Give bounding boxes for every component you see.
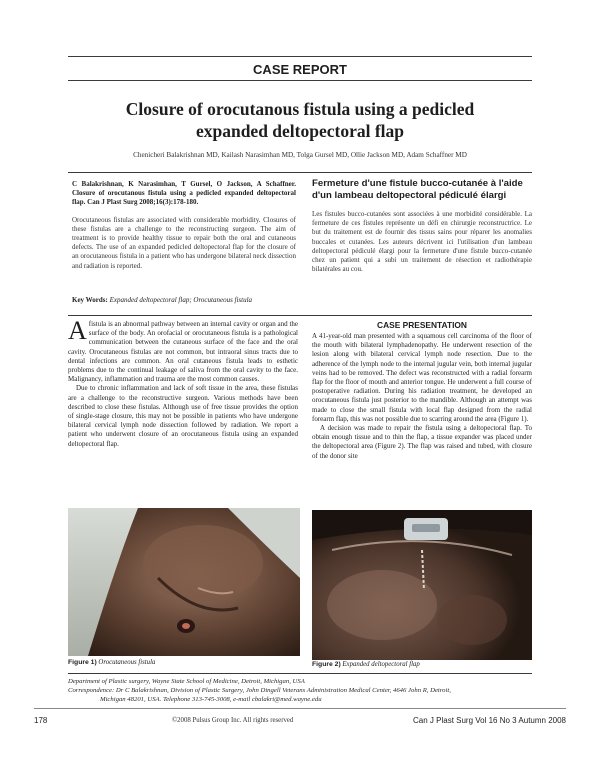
title-line-1: Closure of orocutanous fistula using a pedicled <box>125 99 475 119</box>
figure-1-text: Orocutaneous fistula <box>98 659 156 666</box>
footer-rule <box>34 708 566 709</box>
figure-1-image <box>68 508 300 656</box>
figure-2-caption <box>312 661 420 668</box>
figure-1-drawing <box>68 508 300 656</box>
figure-2-text: Expanded deltopectoral flap <box>342 661 420 668</box>
page-number: 178 <box>34 716 48 725</box>
intro-column <box>68 316 298 449</box>
affiliation-rule <box>68 673 532 674</box>
figure-2-label: Figure 2) <box>312 661 341 668</box>
correspondence-1: Correspondence: Dr C Balakrishnan, Division of Plastic Surgery, John Dingell Veterans Administration Medical Center, 4646 John R, Detroit, <box>68 687 451 694</box>
header-rule-top <box>68 56 532 57</box>
affiliation-block <box>68 677 538 704</box>
citation-rest: Closure of orocutanous fistula using a pedicled expanded deltopectoral flap. Can J Plast Surg 2008;16(3):178-180. <box>72 189 296 207</box>
correspondence-2: Michigan 48201, USA. Telephone 313-745-3008, e-mail cbalakri@med.wayne.edu <box>100 696 322 703</box>
case-para-2: A decision was made to repair the fistula using a deltopectoral flap. To obtain enough tissue and to thin the flap, a tissue expander was placed under the deltopectoral area (Figure 2). The flap was raised and tubed, with closure of the donor site <box>312 424 532 460</box>
french-title <box>312 178 532 202</box>
abstract-french <box>312 178 532 274</box>
figure-2-drawing <box>312 510 532 660</box>
citation-authors: C Balakrishnan, K Narasimhan, T Gursel, O Jackson, A Schaffner. <box>72 180 296 188</box>
case-column <box>312 320 532 461</box>
abstract-english <box>72 180 296 271</box>
intro-para-1 <box>68 316 298 384</box>
abstract-rule-bottom <box>68 315 532 316</box>
figure-1-caption <box>68 659 155 666</box>
copyright: ©2008 Pulsus Group Inc. All rights reserved <box>172 717 294 724</box>
journal-info: Can J Plast Surg Vol 16 No 3 Autumn 2008 <box>413 716 566 725</box>
french-title-line-2: d'un lambeau deltopectoral pédiculé élargi <box>312 190 507 201</box>
case-heading: CASE PRESENTATION <box>377 320 467 330</box>
citation <box>72 180 296 208</box>
figure-2-image <box>312 510 532 660</box>
abstract-body-en: Orocutaneous fistulas are associated with considerable morbidity. Closures of these fistulas are a challenge to the reconstructing surgeon. The aim of treatment is to provide healthy tissue to repair both the oral and cutaneous defects. The use of an expanded pedicled deltopectoral flap for the closure of an orocutaneous fistula in a patient who has undergone bilateral neck dissection and radiation is reported. <box>72 215 296 270</box>
intro-para-1-text: fistula is an abnormal pathway between an internal cavity or organ and the surface of the body. An orofacial or orocutaneous fistula is a pathological communication between the cutaneous surface of the face and the oral cavity. Orocutaneous fistulas are not common, but intraoral sinus tracts due to dental infections are common. An oral cutaneous fistula leads to esthetic problems due to the continual leakage of saliva from the oral cavity to the face. Malignancy, inflammation and trauma are the most common causes. <box>68 320 298 384</box>
department: Department of Plastic surgery, Wayne State School of Medicine, Detroit, Michigan, USA <box>68 678 305 685</box>
keywords-label: Key Words: <box>72 296 108 304</box>
figure-1-label: Figure 1) <box>68 659 97 666</box>
french-title-line-1: Fermeture d'une fistule bucco-cutanée à l'aide <box>312 178 523 189</box>
section-label: CASE REPORT <box>253 62 347 77</box>
authors: Chenicheri Balakrishnan MD, Kailash Narasimhan MD, Tolga Gursel MD, Ollie Jackson MD, Adam Schaffner MD <box>133 151 467 159</box>
abstract-rule-top <box>68 172 532 173</box>
title-line-2: expanded deltopectoral flap <box>195 121 405 141</box>
abstract-body-fr: Les fistules bucco-cutanées sont associées à une morbidité considérable. La fermeture de ces fistules représente un défi en chirurgie reconstructrice. Le but du traitement est de fournir des tissus sains pour réparer les anomalies buccales et cutanées. Les auteurs décrivent ici l'utilisation d'un lambeau deltopectoral pédiculé élargi pour la fermeture d'une fistule bucco-cutanée chez un patient qui a subi un traitement de résection et radiothérapie bilatérales au cou. <box>312 210 532 274</box>
drop-cap: A <box>68 316 87 345</box>
article-title <box>68 98 532 142</box>
intro-para-2: Due to chronic inflammation and lack of soft tissue in the area, these fistulas are a challenge to the reconstructive surgeon. Various methods have been described to close these fistulas. Although use of free tissue provides the option of single-stage closure, this may not be possible in patients who have undergone bilateral cervical lymph node dissection followed by radiation. We report a patient who underwent closure of an orocutaneous fistula using an expanded deltopectoral flap. <box>68 384 298 448</box>
keywords <box>72 296 296 304</box>
case-para-1: A 41-year-old man presented with a squamous cell carcinoma of the floor of the mouth with bilateral lymphadenopathy. He underwent resection of the lesion along with bilateral cervical lymph node resection. Due to the adherence of the lymph node to the internal jugular vein, both internal jugular veins had to be removed. The defect was reconstructed with a radial forearm flap for the floor of mouth and anterior tongue. He underwent a full course of postoperative radiation. During his radiation treatment, he developed an orocutaneous fistula just posterior to the mandible. Although an attempt was made to close the small fistula with local flap designed from the radial forearm flap, this was not possible due to scarring around the area (Figure 1). <box>312 332 532 423</box>
keywords-text: Expanded deltopectoral flap; Orocutaneous fistula <box>109 296 253 304</box>
header-rule-bottom <box>68 80 532 81</box>
